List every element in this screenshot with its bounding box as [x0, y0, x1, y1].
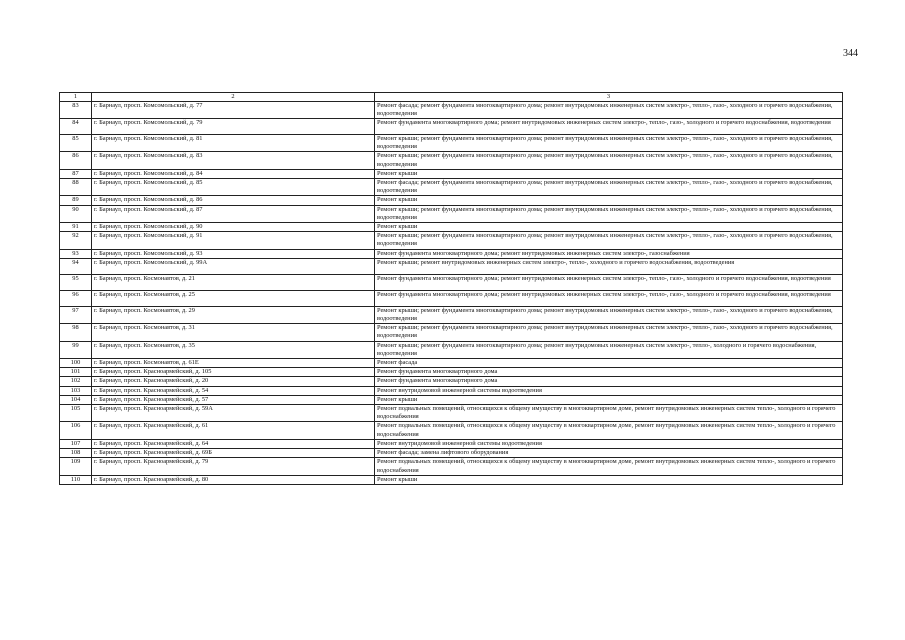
row-works: Ремонт фасада; ремонт фундамента многоквартирного дома; ремонт внутридомовых инженерных систем электро-, тепло-, газо-, холодного и горячего водоснабжения, водоотведения	[375, 101, 843, 118]
table-row	[60, 377, 843, 386]
row-number: 103	[60, 386, 92, 395]
row-works: Ремонт подвальных помещений, относящихся к общему имуществу в многоквартирном доме, ремонт внутридомовых инженерных систем тепло-, холодного и горячего водоснабжения	[375, 458, 843, 475]
row-number: 93	[60, 249, 92, 258]
row-works: Ремонт крыши	[375, 196, 843, 205]
row-works: Ремонт крыши; ремонт фундамента многоквартирного дома; ремонт внутридомовых инженерных систем электро-, тепло-, газо-, холодного и горячего водоснабжения, водоотведения	[375, 205, 843, 222]
table-row	[60, 368, 843, 377]
row-address: г. Барнаул, просп. Комсомольский, д. 79	[92, 119, 375, 135]
row-number: 100	[60, 359, 92, 368]
row-works: Ремонт крыши; ремонт внутридомовых инженерных систем электро-, тепло-, холодного и горячего водоснабжения, водоотведения	[375, 258, 843, 274]
row-works: Ремонт подвальных помещений, относящихся к общему имуществу в многоквартирном доме, ремонт внутридомовых инженерных систем тепло-, холодного и горячего водоснабжения	[375, 422, 843, 439]
row-address: г. Барнаул, просп. Красноармейский, д. 59А	[92, 405, 375, 422]
repair-works-table	[59, 92, 843, 485]
row-number: 94	[60, 258, 92, 274]
row-works: Ремонт фундамента многоквартирного дома; ремонт внутридомовых инженерных систем электро-, тепло-, газо-, холодного и горячего водоснабжения, водоотведения	[375, 274, 843, 290]
row-address: г. Барнаул, просп. Красноармейский, д. 64	[92, 439, 375, 448]
row-address: г. Барнаул, просп. Красноармейский, д. 20	[92, 377, 375, 386]
row-address: г. Барнаул, просп. Красноармейский, д. 79	[92, 458, 375, 475]
row-works: Ремонт фундамента многоквартирного дома	[375, 368, 843, 377]
row-works: Ремонт крыши	[375, 395, 843, 404]
row-number: 105	[60, 405, 92, 422]
row-address: г. Барнаул, просп. Космонавтов, д. 35	[92, 341, 375, 358]
table-row	[60, 439, 843, 448]
row-works: Ремонт крыши	[375, 475, 843, 484]
header-col-1: 1	[60, 93, 92, 102]
row-works: Ремонт крыши; ремонт фундамента многоквартирного дома; ремонт внутридомовых инженерных систем электро-, тепло-, холодного и горячего водоснабжения, водоотведения	[375, 341, 843, 358]
table-row	[60, 179, 843, 196]
table-row	[60, 232, 843, 249]
row-number: 104	[60, 395, 92, 404]
row-number: 83	[60, 101, 92, 118]
row-address: г. Барнаул, просп. Комсомольский, д. 90	[92, 223, 375, 232]
row-number: 98	[60, 324, 92, 341]
row-works: Ремонт крыши	[375, 223, 843, 232]
row-number: 86	[60, 152, 92, 169]
row-works: Ремонт крыши	[375, 169, 843, 178]
row-address: г. Барнаул, просп. Комсомольский, д. 83	[92, 152, 375, 169]
row-address: г. Барнаул, просп. Комсомольский, д. 99А	[92, 258, 375, 274]
row-address: г. Барнаул, просп. Красноармейский, д. 57	[92, 395, 375, 404]
table-row	[60, 395, 843, 404]
row-address: г. Барнаул, просп. Комсомольский, д. 84	[92, 169, 375, 178]
row-number: 102	[60, 377, 92, 386]
row-number: 85	[60, 135, 92, 152]
row-number: 99	[60, 341, 92, 358]
table-row	[60, 422, 843, 439]
row-address: г. Барнаул, просп. Космонавтов, д. 29	[92, 306, 375, 323]
row-address: г. Барнаул, просп. Комсомольский, д. 87	[92, 205, 375, 222]
row-address: г. Барнаул, просп. Космонавтов, д. 25	[92, 290, 375, 306]
row-works: Ремонт фасада	[375, 359, 843, 368]
table-row	[60, 359, 843, 368]
table-row	[60, 274, 843, 290]
row-number: 92	[60, 232, 92, 249]
table-row	[60, 405, 843, 422]
row-number: 108	[60, 449, 92, 458]
row-number: 84	[60, 119, 92, 135]
row-address: г. Барнаул, просп. Красноармейский, д. 69Б	[92, 449, 375, 458]
row-works: Ремонт фундамента многоквартирного дома; ремонт внутридомовых инженерных систем электро-, тепло-, газо-, холодного и горячего водоснабжения, водоотведения	[375, 119, 843, 135]
table-row	[60, 306, 843, 323]
row-works: Ремонт крыши; ремонт фундамента многоквартирного дома; ремонт внутридомовых инженерных систем электро-, тепло-, газо-, холодного и горячего водоснабжения, водоотведения	[375, 306, 843, 323]
table-row	[60, 152, 843, 169]
header-col-3: 3	[375, 93, 843, 102]
row-number: 95	[60, 274, 92, 290]
table-row	[60, 258, 843, 274]
row-address: г. Барнаул, просп. Красноармейский, д. 80	[92, 475, 375, 484]
table-row	[60, 386, 843, 395]
row-address: г. Барнаул, просп. Космонавтов, д. 31	[92, 324, 375, 341]
table-row	[60, 249, 843, 258]
table-row	[60, 449, 843, 458]
row-address: г. Барнаул, просп. Комсомольский, д. 91	[92, 232, 375, 249]
row-number: 91	[60, 223, 92, 232]
table-header-row	[60, 93, 843, 102]
row-address: г. Барнаул, просп. Комсомольский, д. 85	[92, 179, 375, 196]
row-address: г. Барнаул, просп. Космонавтов, д. 21	[92, 274, 375, 290]
table-row	[60, 196, 843, 205]
table-row	[60, 475, 843, 484]
table-row	[60, 223, 843, 232]
row-number: 87	[60, 169, 92, 178]
row-number: 106	[60, 422, 92, 439]
row-number: 110	[60, 475, 92, 484]
row-works: Ремонт внутридомовой инженерной системы водоотведения	[375, 386, 843, 395]
row-address: г. Барнаул, просп. Комсомольский, д. 77	[92, 101, 375, 118]
row-number: 88	[60, 179, 92, 196]
row-address: г. Барнаул, просп. Комсомольский, д. 86	[92, 196, 375, 205]
row-address: г. Барнаул, просп. Красноармейский, д. 61	[92, 422, 375, 439]
row-number: 97	[60, 306, 92, 323]
row-number: 90	[60, 205, 92, 222]
row-works: Ремонт подвальных помещений, относящихся к общему имуществу в многоквартирном доме, ремонт внутридомовых инженерных систем тепло-, холодного и горячего водоснабжения	[375, 405, 843, 422]
table-row	[60, 324, 843, 341]
row-works: Ремонт фундамента многоквартирного дома; ремонт внутридомовых инженерных систем электро-, газоснабжения	[375, 249, 843, 258]
table-row	[60, 458, 843, 475]
row-works: Ремонт крыши; ремонт фундамента многоквартирного дома; ремонт внутридомовых инженерных систем электро-, тепло-, газо-, холодного и горячего водоснабжения, водоотведения	[375, 232, 843, 249]
row-works: Ремонт фасада; замена лифтового оборудования	[375, 449, 843, 458]
row-number: 89	[60, 196, 92, 205]
table-row	[60, 341, 843, 358]
row-address: г. Барнаул, просп. Красноармейский, д. 105	[92, 368, 375, 377]
row-works: Ремонт внутридомовой инженерной системы водоотведения	[375, 439, 843, 448]
table-row	[60, 101, 843, 118]
row-address: г. Барнаул, просп. Красноармейский, д. 54	[92, 386, 375, 395]
row-number: 96	[60, 290, 92, 306]
row-works: Ремонт фундамента многоквартирного дома; ремонт внутридомовых инженерных систем электро-, тепло-, газо-, холодного и горячего водоснабжения, водоотведения	[375, 290, 843, 306]
table-row	[60, 205, 843, 222]
row-works: Ремонт крыши; ремонт фундамента многоквартирного дома; ремонт внутридомовых инженерных систем электро-, тепло-, газо-, холодного и горячего водоснабжения, водоотведения	[375, 152, 843, 169]
table-row	[60, 119, 843, 135]
row-number: 109	[60, 458, 92, 475]
row-works: Ремонт крыши; ремонт фундамента многоквартирного дома; ремонт внутридомовых инженерных систем электро-, тепло-, газо-, холодного и горячего водоснабжения, водоотведения	[375, 135, 843, 152]
row-works: Ремонт крыши; ремонт фундамента многоквартирного дома; ремонт внутридомовых инженерных систем электро-, тепло-, газо-, холодного и горячего водоснабжения, водоотведения	[375, 324, 843, 341]
table-row	[60, 169, 843, 178]
row-number: 107	[60, 439, 92, 448]
table-row	[60, 290, 843, 306]
row-address: г. Барнаул, просп. Комсомольский, д. 93	[92, 249, 375, 258]
row-address: г. Барнаул, просп. Космонавтов, д. 61Е	[92, 359, 375, 368]
page-number: 344	[843, 48, 858, 59]
header-col-2: 2	[92, 93, 375, 102]
table-row	[60, 135, 843, 152]
row-number: 101	[60, 368, 92, 377]
row-works: Ремонт фасада; ремонт фундамента многоквартирного дома; ремонт внутридомовых инженерных систем электро-, тепло-, газо-, холодного и горячего водоснабжения, водоотведения	[375, 179, 843, 196]
row-works: Ремонт фундамента многоквартирного дома	[375, 377, 843, 386]
row-address: г. Барнаул, просп. Комсомольский, д. 81	[92, 135, 375, 152]
